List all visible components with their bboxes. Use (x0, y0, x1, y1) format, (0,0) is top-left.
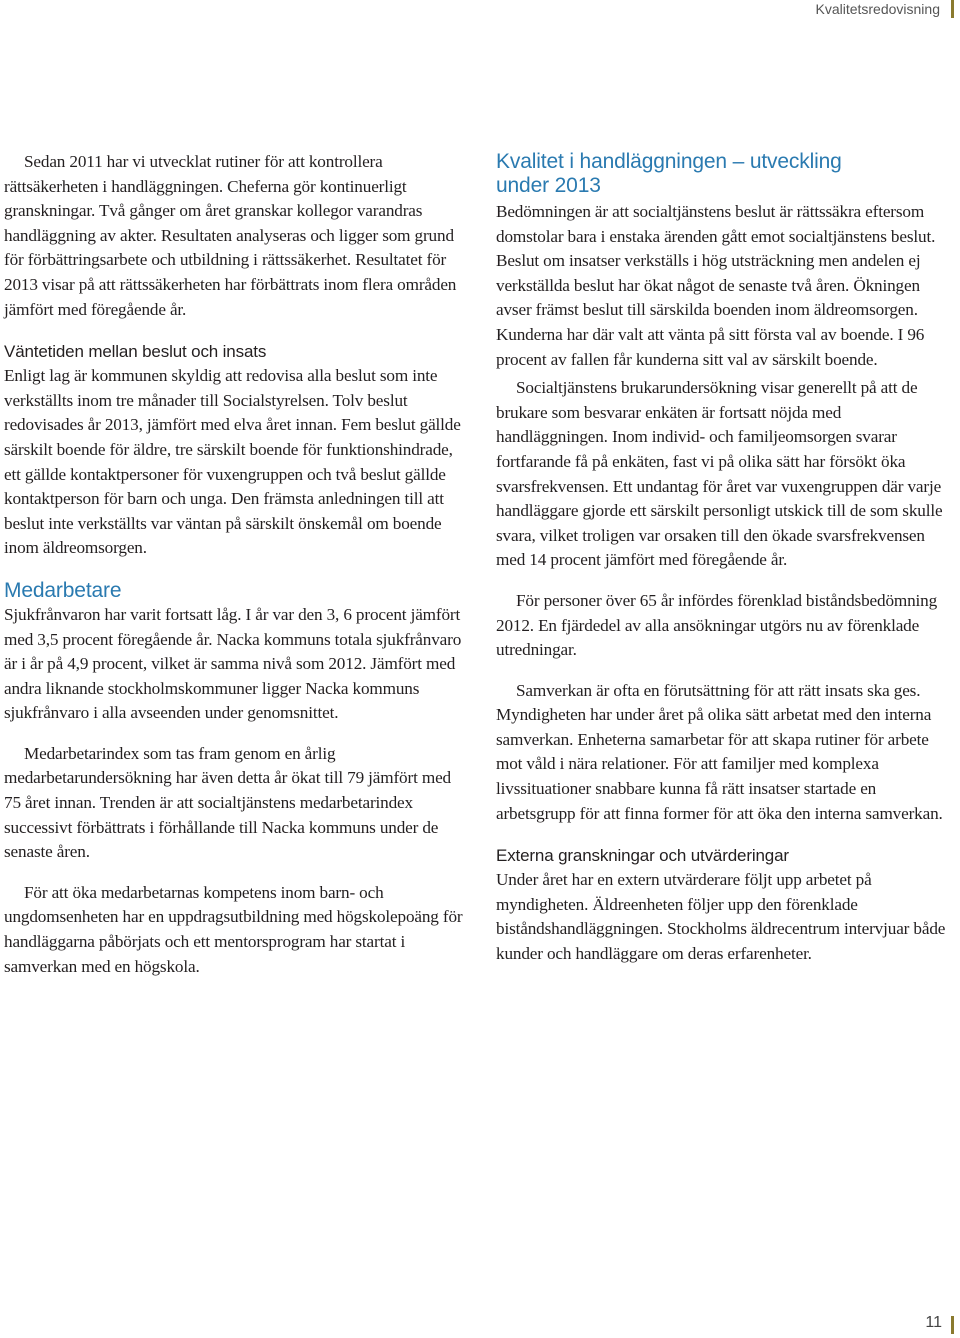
staff-paragraph-3: För att öka medarbetarnas kompetens inom barn- och ungdomsenheten har en uppdragsutbildning med högskolepoäng för handläggarna påbörjats och ett mentorsprogram har startat i samverkan med en högskola. (4, 882, 463, 976)
left-column (4, 150, 472, 979)
quality-paragraph-1: Bedömningen är att socialtjänstens beslut är rättssäkra eftersom domstolar bara i enstaka ärenden gått emot socialtjänstens beslut. Beslut om insatser verkställs i hög utsträckning men andelen ej verkställda beslut har ökat något de senaste två åren. Ökningen avser främst beslut till särskilda boenden inom äldreomsorgen. Kunderna har där valt att vänta på sitt första val av boende. I 96 procent av fallen får kunderna sitt val av särskilt boende. (496, 202, 936, 369)
quality-heading: Kvalitet i handläggningen – utveckling under 2013 (496, 150, 842, 197)
right-column (496, 150, 952, 967)
running-header: Kvalitetsredovisning (815, 1, 940, 17)
staff-paragraph-1: Sjukfrånvaron har varit fortsatt låg. I år var den 3, 6 procent jämfört med 3,5 procent föregående år. Nacka kommuns totala sjukfrånvaro är i år på 4,9 procent, vilket är samma nivå som 2012. Jämfört med andra liknande stockholmskommuner ligger Nacka kommuns sjukfrånvaro i alla avseenden under genomsnittet. (4, 604, 462, 723)
staff-heading: Medarbetare (4, 578, 122, 602)
page-number: 11 (925, 1314, 942, 1331)
waiting-time-heading: Väntetiden mellan beslut och insats (4, 342, 267, 362)
quality-paragraph-4: Samverkan är ofta en förutsättning för att rätt insats ska ges. Myndigheten har under året på olika sätt arbetat med den interna samverkan. Enheterna samarbetar för att skapa rutiner för arbete mot våld i nära relationer. För att familjer med komplexa livssituationer snabbare kunna få rätt insatser startade en arbetsgrupp för att finna former för att öka den interna samverkan. (496, 680, 943, 823)
external-reviews-paragraph: Under året har en extern utvärderare följt upp arbetet på myndigheten. Äldreenheten följer upp den förenklade biståndshandläggningen. Stockholms äldrecentrum intervjuar både kunder och handläggare om deras erfarenheter. (496, 870, 946, 964)
waiting-time-paragraph: Enligt lag är kommunen skyldig att redovisa alla beslut som inte verkställts inom tre månader till Socialstyrelsen. Tolv beslut redovisades år 2013, jämfört med elva året innan. Fem beslut gällde särskilt boende för äldre, tre särskilt boende för funktionshindrade, ett gällde kontaktpersoner för vuxengruppen och två beslut gällde kontaktperson för barn och unga. Den främsta anledningen till att beslut inte verkställts var väntan på särskilt önskemål om boende inom äldreomsorgen. (4, 366, 461, 558)
quality-paragraph-2: Socialtjänstens brukarundersökning visar generellt på att de brukare som besvarar enkäten är fortsatt nöjda med handläggningen. Inom individ- och familjeomsorgen svarar fortfarande få på enkäten, fast vi på olika sätt har försökt öka svarsfrekvensen. Ett undantag för året var vuxengruppen där varje handläggare gjorde ett särskilt personligt utskick till de som skulle svara, vilket troligen var orsaken till den ökade svarsfrekvensen med 14 procent jämfört med föregående år. (496, 378, 943, 570)
footer-accent-bar (951, 1316, 954, 1334)
header-accent-bar (951, 0, 954, 18)
intro-paragraph: Sedan 2011 har vi utvecklat rutiner för att kontrollera rättsäkerheten i handläggningen. Cheferna gör kontinuerligt granskningar. Två gånger om året granskar kollegor varandras handläggning av akter. Resultaten analyseras och ligger som grund för förbättringsarbete och utbildning i rättssäkerhet. Resultatet för 2013 visar på att rättssäkerheten har förbättrats inom flera områden jämfört med föregående år. (4, 152, 457, 319)
external-reviews-heading: Externa granskningar och utvärderingar (496, 846, 789, 866)
quality-paragraph-3: För personer över 65 år infördes förenklad biståndsbedömning 2012. En fjärdedel av alla ansökningar utgörs nu av förenklade utredningar. (496, 590, 938, 660)
staff-paragraph-2: Medarbetarindex som tas fram genom en årlig medarbetarundersökning har även detta år ökat till 79 jämfört med 75 året innan. Trenden är att socialtjänstens medarbetarindex successivt förbättrats i förhållande till Nacka kommuns under de senaste åren. (4, 743, 451, 862)
